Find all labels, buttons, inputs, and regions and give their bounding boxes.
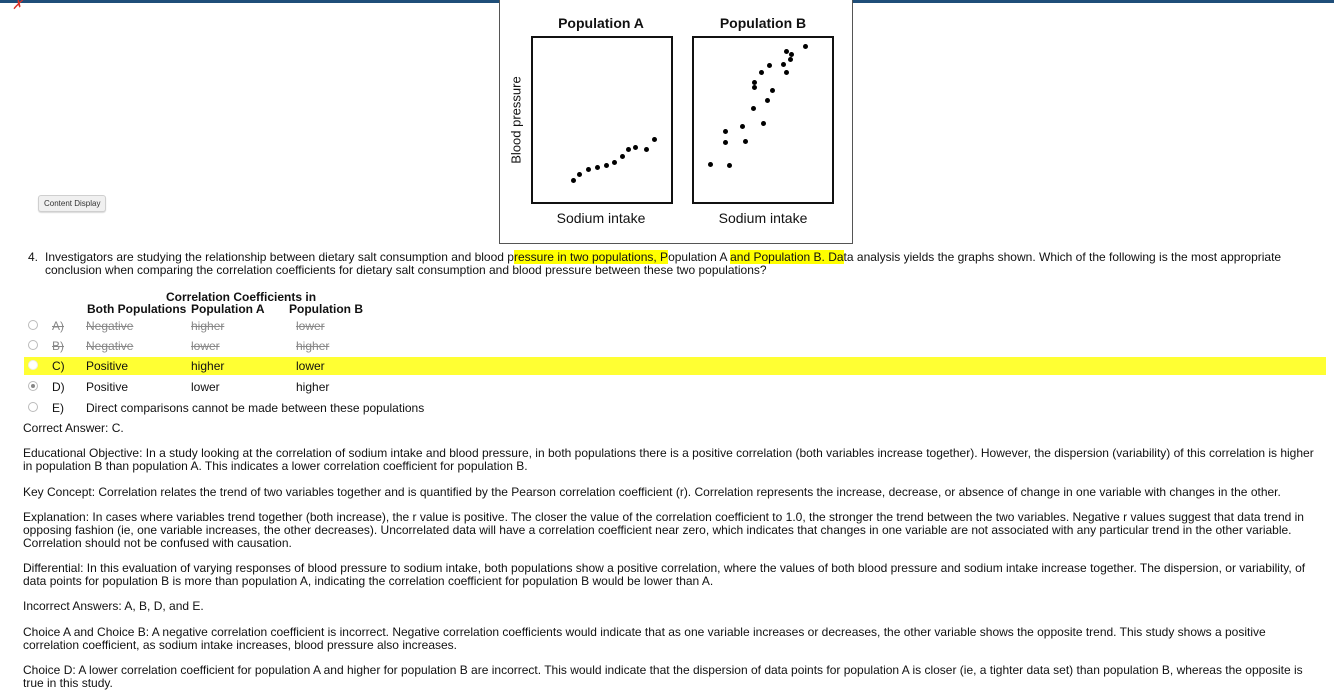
scatter-point [612,160,617,165]
radio-b[interactable] [28,340,38,350]
choice-pop-a: lower [191,380,220,394]
scatter-plot-population-b [692,36,834,204]
scatter-point [633,145,638,150]
choice-c[interactable] [24,357,1326,375]
choice-both: Positive [86,359,129,373]
scatter-point [751,106,756,111]
scatter-point [767,63,772,68]
choice-both: Negative [86,319,134,333]
highlight-2: and Population B. Da [730,250,844,264]
scatter-point [626,147,631,152]
differential: Differential: In this evaluation of varying responses of blood pressure to sodium intake, both populations show a positive correlation, where the values of both blood pressure and sodium intake increase together. The dispersion, or variability, of data points for population B is more than population A, indicating the correlation coefficient for population B would be lower than A. [23,561,1306,588]
choice-pop-b: higher [296,339,330,353]
scatter-point [586,167,591,172]
question-stem [28,251,1318,277]
choice-a[interactable] [24,317,1326,335]
radio-a[interactable] [28,320,38,330]
scatter-point [784,70,789,75]
scatter-point [595,165,600,170]
x-axis-label-a: Sodium intake [556,210,646,226]
panel-b-title: Population B [719,15,807,31]
radio-e[interactable] [28,402,38,412]
panel-a-title: Population A [558,15,644,31]
scatter-point [708,162,713,167]
scatter-plot-population-a [531,36,673,204]
incorrect-answers: Incorrect Answers: A, B, D, and E. [23,599,204,613]
scatter-point [752,80,757,85]
scatter-point [652,137,657,142]
scatter-point [765,98,770,103]
radio-d-selected[interactable] [28,381,38,391]
choice-ab-explanation: Choice A and Choice B: A negative correlation coefficient is incorrect. Negative correlation coefficients would indicate that as one variable increases or decreases, the other variable shows the opposite trend. This study shows a positive correlation coefficient, as sodium intake increases, blood pressure also increases. [23,625,1266,652]
scatter-point [781,62,786,67]
choice-e[interactable] [24,399,1326,417]
choice-pop-b: lower [296,359,325,373]
header-pop-b: Population B [289,302,363,316]
choice-d-explanation: Choice D: A lower correlation coefficient for population A and higher for population B are incorrect. This would indicate that the dispersion of data points for population A is closer (ie, a tighter data set) than population B, whereas the opposite is true in this study. [23,663,1303,690]
scatter-point [723,129,728,134]
scatter-point [620,154,625,159]
choice-pop-b: higher [296,380,330,394]
scatter-point [759,70,764,75]
scatter-point [644,147,649,152]
choice-both: Negative [86,339,134,353]
choice-pop-a: higher [191,359,225,373]
scatter-point [571,178,576,183]
scatter-point [727,163,732,168]
choice-letter: B) [52,339,64,353]
scatter-point [770,88,775,93]
choice-both: Direct comparisons cannot be made between these populations [86,401,425,415]
explanation-text: Explanation: In cases where variables trend together (both increase), the r value is positive. The closer the value of the correlation coefficient to 1.0, the stronger the trend between the two variables. Negative r values suggest that data trend in opposing fashion (ie, one variable increases, the other decreases). Uncorrelated data will have a correlation coefficient near zero, which indicates that changes in one variable are not associated with any particular trend in the other variable. Correlation should not be confused with causation. [23,510,1304,550]
scatter-point [577,172,582,177]
choice-letter: D) [52,380,65,394]
educational-objective: Educational Objective: In a study looking at the correlation of sodium intake and blood pressure, in both populations there is a positive correlation (both variables increase together). However, the dispersion (variability) of this correlation is higher in population B than population A. This indicates a lower correlation coefficient for population B. [23,446,1314,473]
correct-answer: Correct Answer: C. [23,421,124,435]
scatter-point [803,44,808,49]
choice-letter: A) [52,319,64,333]
highlight-1: ressure in two populations, P [513,250,669,264]
y-axis-label: Blood pressure [508,76,524,164]
scatter-point [740,124,745,129]
choice-letter: E) [52,401,64,415]
choice-pop-b: lower [296,319,325,333]
incorrect-mark-icon: ✗ [12,0,23,12]
choice-pop-a: higher [191,319,225,333]
choice-letter: C) [52,359,65,373]
header-both: Both Populations [87,302,187,316]
choice-d[interactable] [24,378,1326,396]
scatter-point [788,57,793,62]
question-number: 4. [28,250,39,264]
content-display-button[interactable]: Content Display [38,195,106,212]
radio-c[interactable] [28,360,38,370]
scatter-point [604,163,609,168]
scatter-point [743,139,748,144]
key-concept: Key Concept: Correlation relates the trend of two variables together and is quantified by the Pearson correlation coefficient (r). Correlation represents the increase, decrease, or absence of change in one variable with changes in the other. [23,485,1281,499]
x-axis-label-b: Sodium intake [718,210,808,226]
choice-pop-a: lower [191,339,220,353]
choice-both: Positive [86,380,129,394]
choice-b[interactable] [24,337,1326,355]
table-caption: Correlation Coefficients in [166,290,317,304]
scatter-point [784,49,789,54]
header-pop-a: Population A [191,302,265,316]
scatter-point [723,140,728,145]
scatter-point [752,85,757,90]
question-text: Investigators are studying the relationship between dietary salt consumption and blood pressure in two populations, Population A and Population B. Data analysis yields the graphs shown. Which of the following is the most appropriate conclusion when comparing the correlation coefficients for dietary salt consumption and blood pressure between these two populations? [45,250,1282,277]
scatter-point [789,52,794,57]
scatter-point [761,121,766,126]
